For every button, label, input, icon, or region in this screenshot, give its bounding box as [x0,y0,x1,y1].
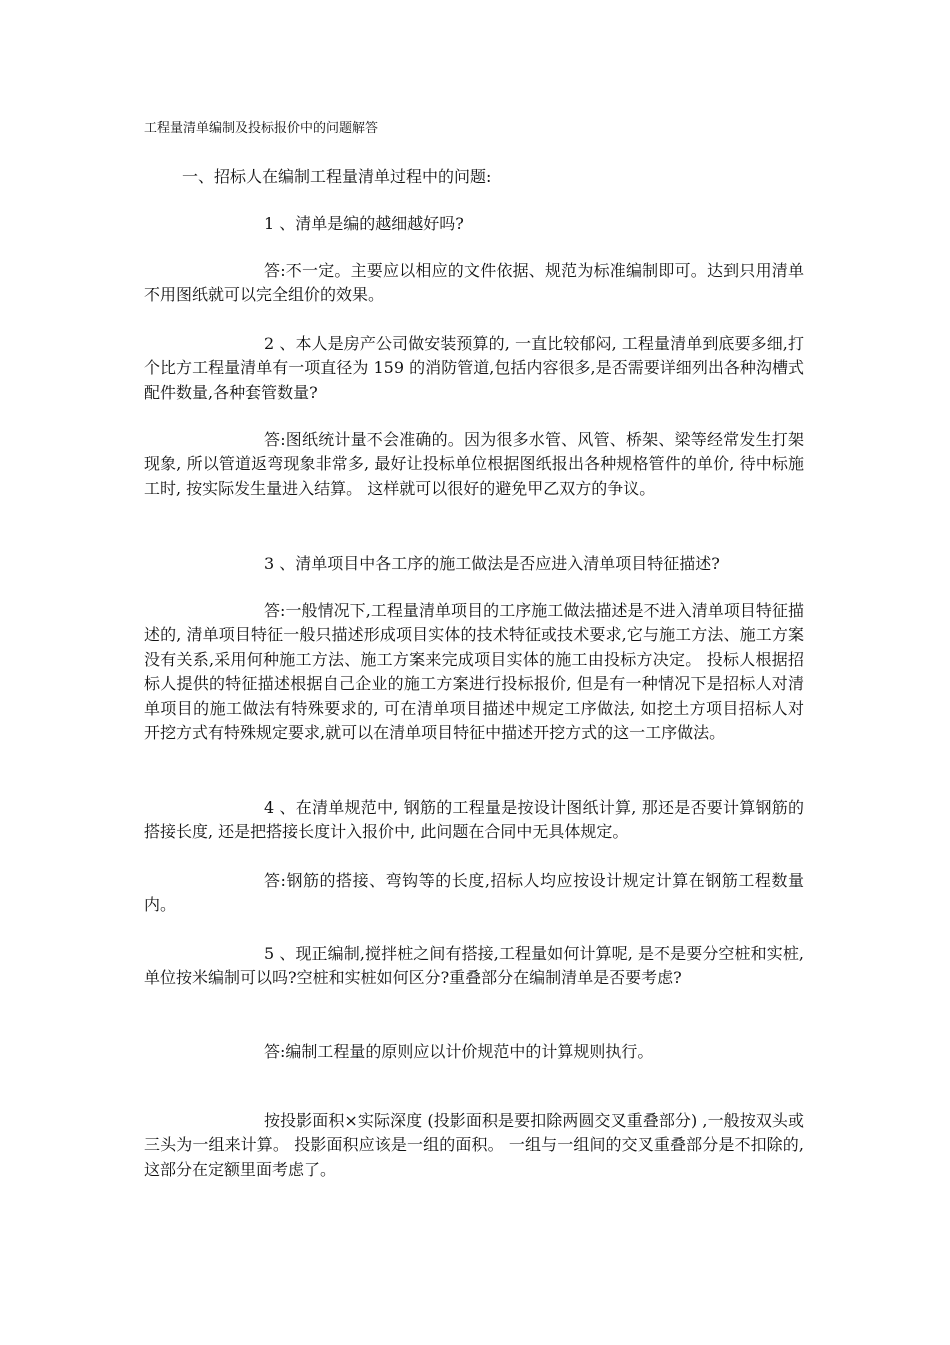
section-heading: 一、招标人在编制工程量清单过程中的问题: [182,167,492,186]
answer-5-continued: 按投影面积×实际深度 (投影面积是要扣除两圆交叉重叠部分) ,一般按双头或三头为一组来计算。 投影面积应该是一组的面积。 一组与一组间的交叉重叠部分是不扣除的,这部分在定额里面考虑了。 [144,1111,804,1179]
question-3: 3 、清单项目中各工序的施工做法是否应进入清单项目特征描述? [264,554,720,573]
question-4: 4 、在清单规范中, 钢筋的工程量是按设计图纸计算, 那还是否要计算钢筋的搭接长度, 还是把搭接长度计入报价中, 此问题在合同中无具体规定。 [144,798,804,842]
question-5: 5 、现正编制,搅拌桩之间有搭接,工程量如何计算呢, 是不是要分空桩和实桩, 单位按米编制可以吗?空桩和实桩如何区分?重叠部分在编制清单是否要考虑? [144,944,804,988]
answer-1: 答:不一定。主要应以相应的文件依据、规范为标准编制即可。达到只用清单不用图纸就可以完全组价的效果。 [144,261,804,305]
answer-3: 答:一般情况下,工程量清单项目的工序施工做法描述是不进入清单项目特征描述的, 清单项目特征一般只描述形成项目实体的技术特征或技术要求,它与施工方法、施工方案没有关系,采用何种施工方法、施工方案来完成项目实体的施工由投标方决定。 投标人根据招标人提供的特征描述根据自己企业的施工方案进行投标报价, 但是有一种情况下是招标人对清单项目的施工做法有特殊要求的, 可在清单项目描述中规定工序做法, 如挖土方项目招标人对开挖方式有特殊规定要求,就可以在清单项目特征中描述开挖方式的这一工序做法。 [144,601,804,743]
document-title: 工程量清单编制及投标报价中的问题解答 [144,121,379,136]
question-1: 1 、清单是编的越细越好吗? [264,214,464,233]
answer-4: 答:钢筋的搭接、弯钩等的长度,招标人均应按设计规定计算在钢筋工程数量内。 [144,871,804,915]
answer-5: 答:编制工程量的原则应以计价规范中的计算规则执行。 [264,1042,654,1061]
answer-2: 答:图纸统计量不会准确的。因为很多水管、风管、桥架、梁等经常发生打架现象, 所以管道返弯现象非常多, 最好让投标单位根据图纸报出各种规格管件的单价, 待中标施工时, 按实际发生量进入结算。 这样就可以很好的避免甲乙双方的争议。 [144,430,804,498]
question-2: 2 、本人是房产公司做安装预算的, 一直比较郁闷, 工程量清单到底要多细,打个比方工程量清单有一项直径为 159 的消防管道,包括内容很多,是否需要详细列出各种沟槽式配件数量,各种套管数量? [144,334,804,402]
